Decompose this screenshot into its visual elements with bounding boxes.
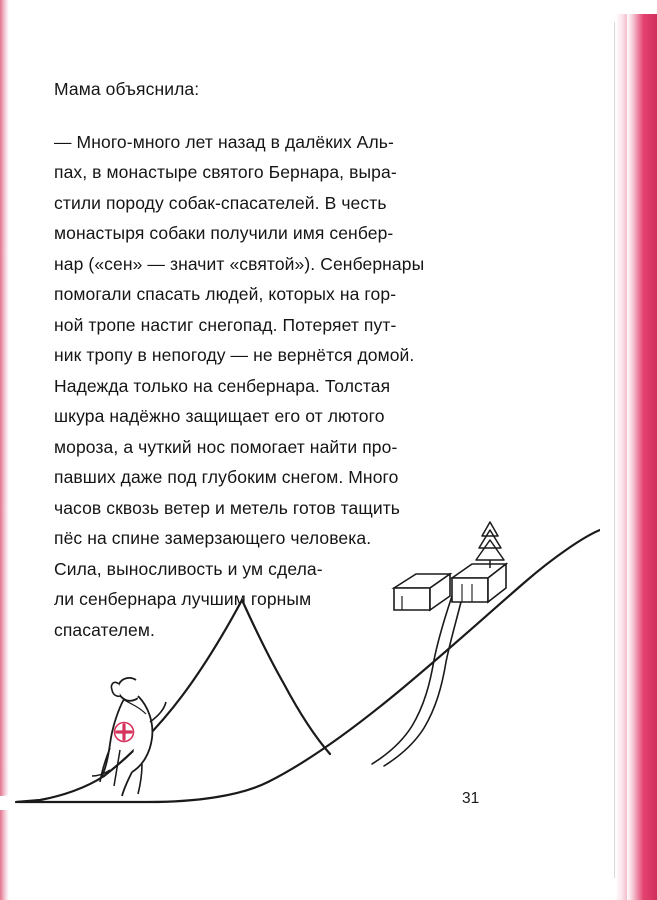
body-line-text: Сила, выносливость и ум сдела- [54, 558, 323, 579]
body-line-text: нар («сен» — значит «святой»). Сенбернары [54, 253, 425, 274]
body-line [54, 127, 524, 158]
intro-paragraph: Мама объяснила: [54, 79, 200, 99]
body-line-text: помогали спасать людей, которых на гор- [54, 284, 397, 304]
saint-bernard-dog [92, 678, 166, 796]
body-line-text: шкура надёжно защищает его от лютого [54, 406, 385, 426]
fir-tree-icon [476, 522, 504, 568]
body-line [54, 340, 524, 371]
body-line [54, 188, 524, 219]
alpine-house-left [394, 574, 450, 610]
body-line-text: ник тропу в непогоду — не вернётся домой. [54, 345, 415, 365]
body-line-text: пёс на спине замерзающего человека. [54, 528, 372, 548]
body-line [54, 310, 524, 341]
rescue-barrel-cross-icon [115, 723, 134, 742]
dog-front-leg [100, 748, 110, 782]
illustration-mountain-scene [0, 470, 600, 850]
page-right-edge-shadow [615, 0, 627, 900]
dog-head [118, 678, 138, 701]
body-line-text: стили породу собак-спасателей. В честь [54, 192, 387, 213]
body-line-text: спасателем. [54, 619, 155, 640]
mountain-fill [0, 518, 600, 810]
body-line-text: павших даже под глубоким снегом. Много [54, 467, 399, 487]
body-line [54, 432, 524, 463]
dog-ear [111, 682, 120, 696]
page-fold-line [614, 22, 615, 878]
body-line-text: ной тропе настиг снегопад. Потеряет пут- [54, 314, 397, 335]
body-line-text: часов сквозь ветер и метель готов тащить [54, 497, 401, 518]
page-right-binding-edge [627, 0, 657, 900]
body-line [54, 157, 524, 188]
page-corner-highlight [597, 0, 657, 14]
body-line-text: мороза, а чуткий нос помогает найти про- [54, 436, 398, 457]
body-line-text: монастыря собаки получили имя сенбер- [54, 223, 394, 243]
dog-back [132, 696, 152, 772]
body-line-text: ли сенбернара лучшим горным [54, 589, 312, 609]
body-line [54, 249, 524, 280]
body-line [54, 371, 524, 402]
body-line-text: Надежда только на сенбернара. Толстая [54, 375, 391, 396]
page-number: 31 [462, 790, 480, 807]
body-line-text: пах, в монастыре святого Бернара, выра- [54, 162, 397, 182]
body-line [54, 279, 524, 310]
body-line [54, 401, 524, 432]
body-line-text: — Много-много лет назад в далёких Аль- [54, 131, 394, 152]
body-line [54, 218, 524, 249]
